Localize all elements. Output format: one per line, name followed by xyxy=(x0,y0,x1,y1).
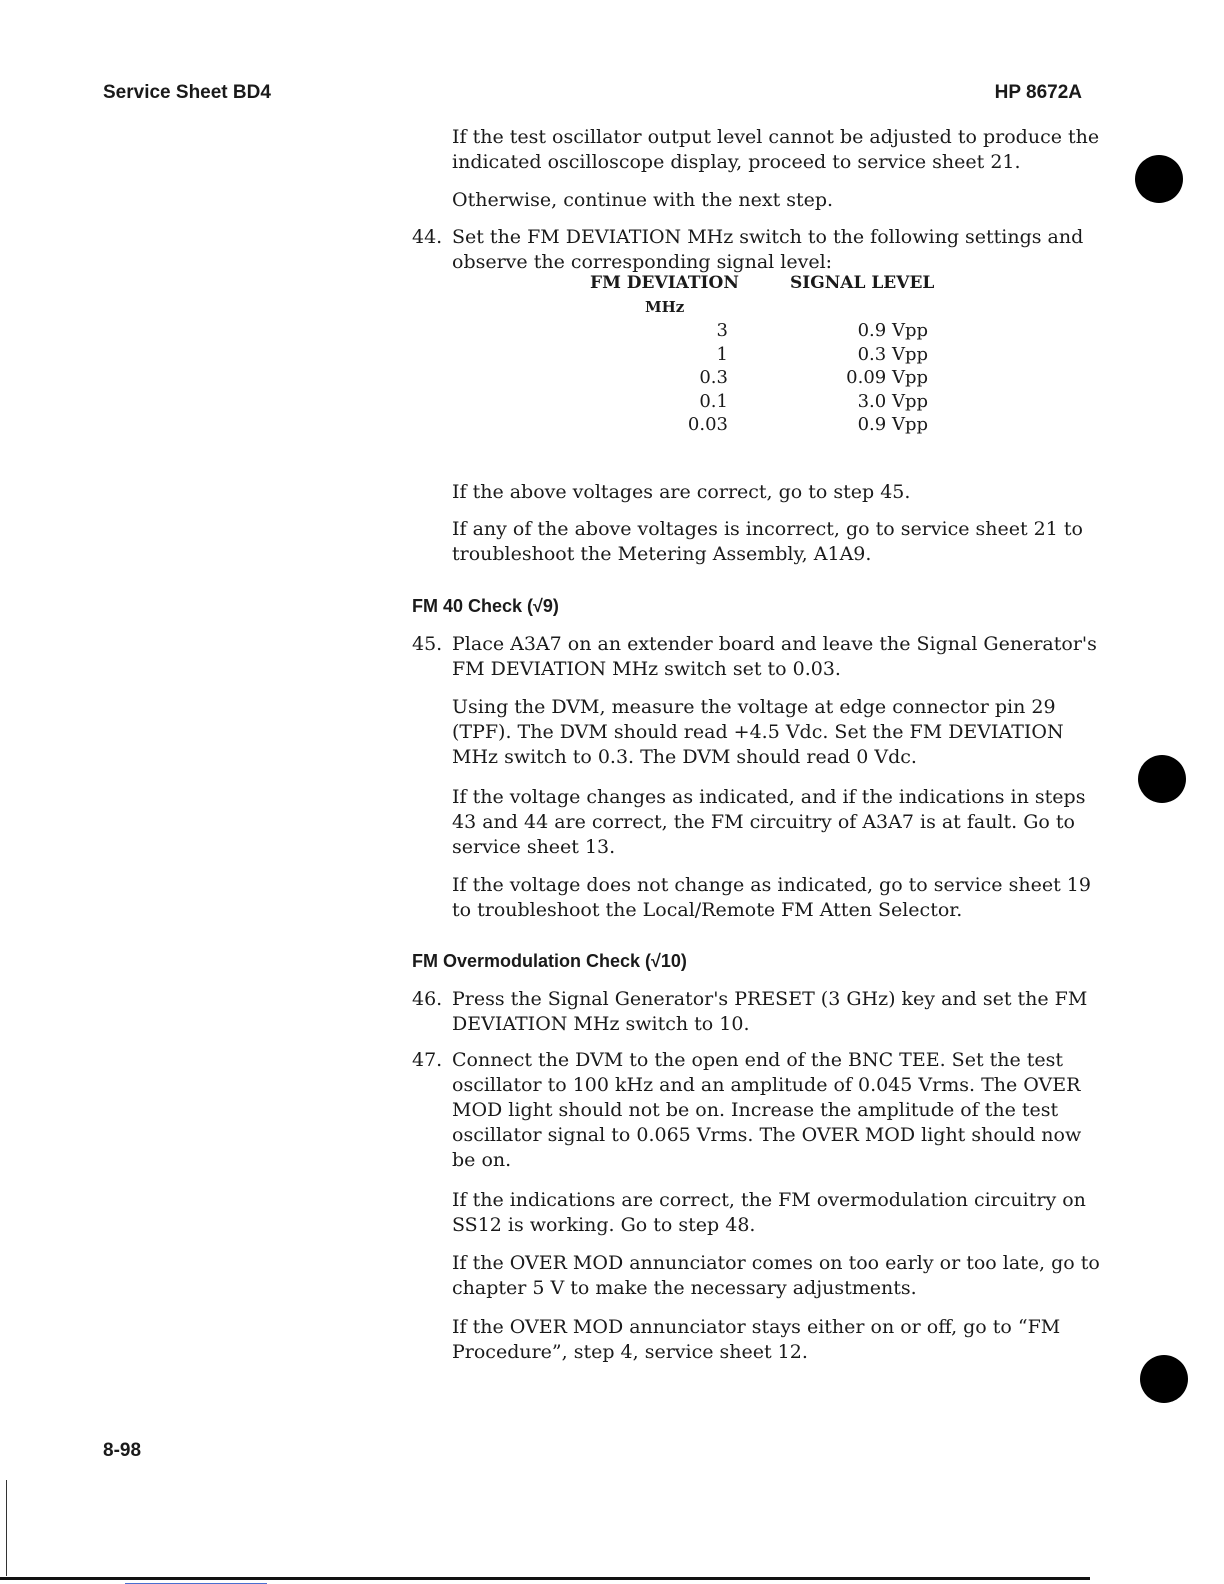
step-45-paragraph-1: Using the DVM, measure the voltage at edge connector pin 29 (TPF). The DVM should read +4.5 Vdc. Set the FM DEVIATION MHz switch to 0.3. The DVM should read 0 Vdc. xyxy=(452,696,1064,768)
signal-level-value: 0.3 Vpp xyxy=(857,343,928,365)
deviation-value: 1 xyxy=(716,343,728,365)
table-row xyxy=(660,344,960,368)
deviation-value: 0.3 xyxy=(699,367,728,388)
scan-edge-line xyxy=(6,1480,7,1576)
step-47-paragraph-1: If the indications are correct, the FM overmodulation circuitry on SS12 is working. Go to step 48. xyxy=(452,1189,1086,1236)
step-47-paragraph-2: If the OVER MOD annunciator comes on too early or too late, go to chapter 5 V to make the necessary adjustments. xyxy=(452,1252,1100,1299)
step-text: Place A3A7 on an extender board and leave the Signal Generator's FM DEVIATION MHz switch set to 0.03. xyxy=(452,633,1097,680)
deviation-value: 0.03 xyxy=(687,414,728,435)
bottom-rule xyxy=(0,1577,1090,1580)
step-text: Set the FM DEVIATION MHz switch to the following settings and observe the corresponding signal level: xyxy=(452,226,1084,273)
deviation-value: 3 xyxy=(716,320,728,341)
table-row xyxy=(660,391,960,415)
step-45-paragraph-3: If the voltage does not change as indicated, go to service sheet 19 to troubleshoot the Local/Remote FM Atten Selector. xyxy=(452,874,1091,921)
table-row xyxy=(660,320,960,344)
step-47 xyxy=(412,1048,1102,1173)
signal-level-value: 0.9 Vpp xyxy=(857,320,928,341)
step-number: 46. xyxy=(412,988,443,1010)
deviation-table xyxy=(660,320,960,438)
step-44 xyxy=(412,225,1102,275)
step-44-paragraph-2: If any of the above voltages is incorrect, go to service sheet 21 to troubleshoot the Metering Assembly, A1A9. xyxy=(452,518,1083,565)
step-number: 45. xyxy=(412,633,443,655)
signal-level-value: 0.9 Vpp xyxy=(857,414,928,435)
table-row xyxy=(660,414,960,438)
step-number: 44. xyxy=(412,226,443,248)
signal-level-value: 0.09 Vpp xyxy=(846,367,928,388)
signal-level-value: 3.0 Vpp xyxy=(857,390,928,412)
binding-hole-dot xyxy=(1135,155,1183,203)
intro-paragraph-2: Otherwise, continue with the next step. xyxy=(452,189,834,211)
page-number: 8-98 xyxy=(103,1440,142,1461)
table-header-signal-level: SIGNAL LEVEL xyxy=(790,273,935,293)
intro-paragraph-1: If the test oscillator output level cannot be adjusted to produce the indicated oscilloscope display, proceed to service sheet 21. xyxy=(452,126,1100,173)
binding-hole-dot xyxy=(1138,755,1186,803)
header-model: HP 8672A xyxy=(994,82,1082,103)
table-subheader-mhz: MHz xyxy=(645,298,685,316)
step-45-paragraph-2: If the voltage changes as indicated, and if the indications in steps 43 and 44 are correct, the FM circuitry of A3A7 is at fault. Go to service sheet 13. xyxy=(452,786,1086,858)
step-45 xyxy=(412,632,1102,682)
step-47-paragraph-3: If the OVER MOD annunciator stays either on or off, go to “FM Procedure”, step 4, service sheet 12. xyxy=(452,1316,1061,1363)
deviation-value: 0.1 xyxy=(699,390,728,412)
step-44-paragraph-1: If the above voltages are correct, go to step 45. xyxy=(452,481,911,503)
section-heading-fm-overmodulation-check: FM Overmodulation Check (√10) xyxy=(412,951,687,971)
table-header-fm-deviation: FM DEVIATION xyxy=(590,273,739,293)
step-46 xyxy=(412,987,1102,1037)
header-section-title: Service Sheet BD4 xyxy=(103,82,271,103)
step-number: 47. xyxy=(412,1049,443,1071)
step-text: Connect the DVM to the open end of the BNC TEE. Set the test oscillator to 100 kHz and an amplitude of 0.045 Vrms. The OVER MOD light should not be on. Increase the amplitude of the test oscillator signal to 0.065 Vrms. The OVER MOD light should now be on. xyxy=(452,1049,1082,1171)
section-heading-fm40-check: FM 40 Check (√9) xyxy=(412,596,559,616)
step-text: Press the Signal Generator's PRESET (3 GHz) key and set the FM DEVIATION MHz switch to 10. xyxy=(452,988,1088,1035)
table-row xyxy=(660,367,960,391)
binding-hole-dot xyxy=(1140,1355,1188,1403)
